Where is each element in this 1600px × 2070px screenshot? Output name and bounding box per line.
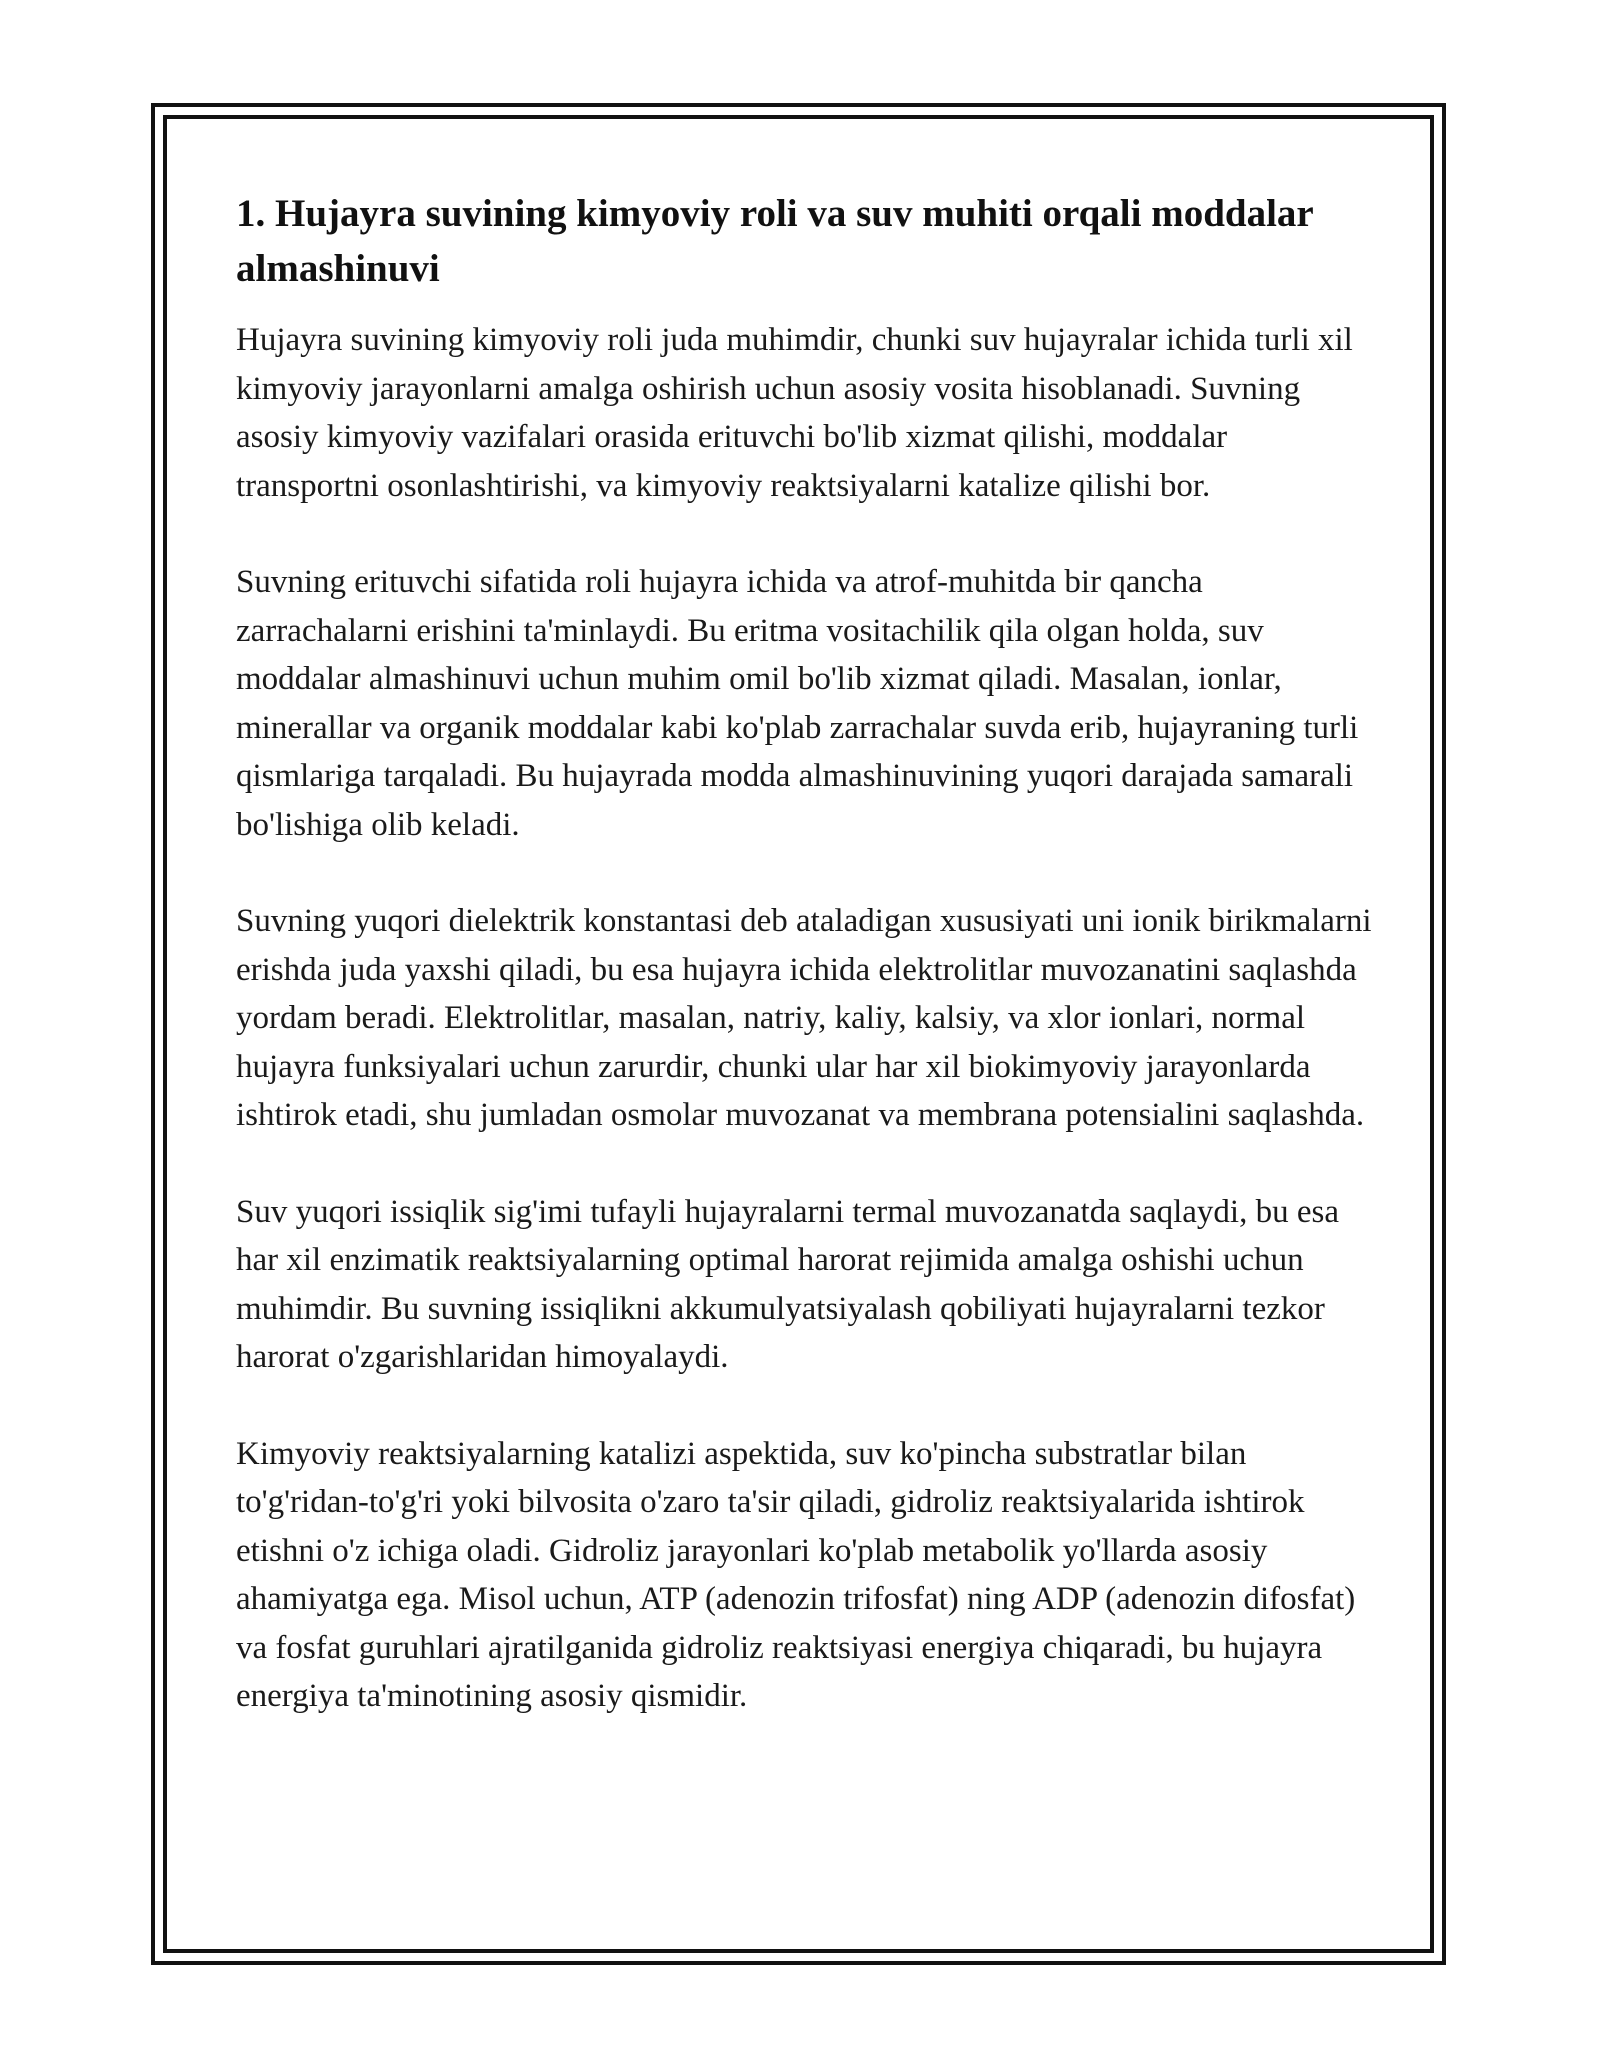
paragraph-5: Kimyoviy reaktsiyalarning katalizi aspektida, suv ko'pincha substratlar bilan to'g'ridan-to'g'ri yoki bilvosita o'zaro ta'sir qiladi, gidroliz reaktsiyalarida ishtirok etishni o'z ichiga oladi. Gidroliz jarayonlari ko'plab metabolik yo'llarda asosiy ahamiyatga ega. Misol uchun, ATP (adenozin trifosfat) ning ADP (adenozin difosfat) va fosfat guruhlari ajratilganida gidroliz reaktsiyasi energiya chiqaradi, bu hujayra energiya ta'minotining asosiy qismidir.: [236, 1435, 1356, 1714]
section-heading: 1. Hujayra suvining kimyoviy roli va suv muhiti orqali moddalar almashinuvi: [236, 192, 1314, 290]
paragraph-1: Hujayra suvining kimyoviy roli juda muhimdir, chunki suv hujayralar ichida turli xil kimyoviy jarayonlarni amalga oshirish uchun asosiy vosita hisoblanadi. Suvning asosiy kimyoviy vazifalari orasida erituvchi bo'lib xizmat qilishi, moddalar transportni osonlashtirishi, va kimyoviy reaktsiyalarni katalize qilishi bor.: [236, 322, 1353, 504]
paragraph-2: Suvning erituvchi sifatida roli hujayra ichida va atrof-muhitda bir qancha zarrachalarni erishini ta'minlaydi. Bu eritma vositachilik qila olgan holda, suv moddalar almashinuvi uchun muhim omil bo'lib xizmat qiladi. Masalan, ionlar, minerallar va organik moddalar kabi ko'plab zarrachalar suvda erib, hujayraning turli qismlariga tarqaladi. Bu hujayrada modda almashinuvining yuqori darajada samarali bo'lishiga olib keladi.: [236, 564, 1359, 843]
paragraph-3: Suvning yuqori dielektrik konstantasi deb ataladigan xususiyati uni ionik birikmalarni erishda juda yaxshi qiladi, bu esa hujayra ichida elektrolitlar muvozanatini saqlashda yordam beradi. Elektrolitlar, masalan, natriy, kaliy, kalsiy, va xlor ionlari, normal hujayra funksiyalari uchun zarurdir, chunki ular har xil biokimyoviy jarayonlarda ishtirok etadi, shu jumladan osmolar muvozanat va membrana potensialini saqlashda.: [236, 903, 1372, 1133]
paragraph-4: Suv yuqori issiqlik sig'imi tufayli hujayralarni termal muvozanatda saqlaydi, bu esa har xil enzimatik reaktsiyalarning optimal harorat rejimida amalga oshishi uchun muhimdir. Bu suvning issiqlikni akkumulyatsiyalash qobiliyati hujayralarni tezkor harorat o'zgarishlaridan himoyalaydi.: [236, 1193, 1339, 1375]
document-body: [236, 186, 1376, 1769]
